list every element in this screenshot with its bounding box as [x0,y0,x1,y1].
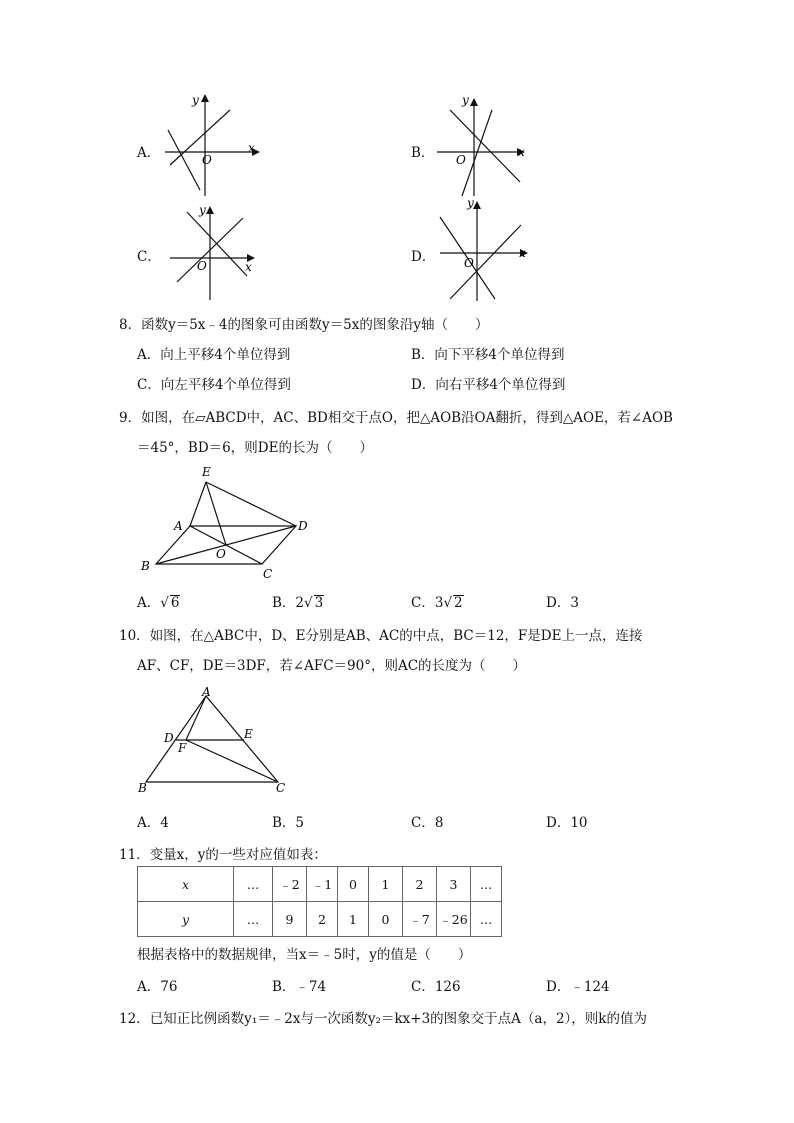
point-b-label: B [138,781,147,795]
point-d-label: D [298,519,308,533]
y-axis-label: y [462,93,469,107]
q10-option-a[interactable]: A．4 [137,815,169,831]
q11-text: 变量x，y的一些对应值如表： [149,847,327,863]
sqrt-icon: √ [304,595,313,611]
q9-text-1: 如图，在▱ABCD中，AC、BD相交于点O，把△AOB沿OA翻折，得到△AOE，若∠AOB [141,410,673,426]
q11-follow-text: 根据表格中的数据规律，当x＝﹣5时，y的值是（ ） [137,947,472,963]
q9-stem-line1 [119,406,673,426]
y-axis-label: y [199,203,206,217]
q8-option-a[interactable]: A．向上平移4个单位得到 [137,347,291,363]
q11-option-d[interactable]: D．﹣124 [546,979,610,995]
q9-option-b[interactable]: B．2√ 3 [272,595,324,611]
q7-graph-a [160,90,260,198]
q11-option-c[interactable]: C．126 [411,979,461,995]
q8-option-b[interactable]: B．向下平移4个单位得到 [411,347,565,363]
q8-text: 函数y＝5x﹣4的图象可由函数y＝5x的图象沿y轴（ ） [141,317,489,333]
q9-option-a[interactable]: A．√ 6 [137,595,180,611]
q11-stem [119,843,327,863]
point-f-label: F [178,741,187,755]
q10-option-b[interactable]: B．5 [272,815,305,831]
x-axis-label: x [518,145,525,159]
q10-option-d[interactable]: D．10 [546,815,588,831]
point-c-label: C [263,567,273,581]
table-row-x: x … ﹣2 ﹣1 0 1 2 3 … [138,867,502,902]
q11-value-table [137,866,502,937]
y-axis-label: y [192,93,199,107]
x-axis-label: x [519,246,526,260]
q12-text: 已知正比例函数y₁＝﹣2x与一次函数y₂＝kx+3的图象交于点A（a，2），则k的值为 [149,1011,647,1027]
q8-stem [119,313,488,333]
q7-graph-b [432,90,532,198]
q12-number: 12． [119,1011,150,1027]
q11-option-a[interactable]: A．76 [137,979,178,995]
point-e-label: E [244,727,253,741]
point-d-label: D [164,731,174,745]
q9-stem-line2: ＝45°，BD＝6，则DE的长为（ ） [137,440,373,456]
q9-figure [138,462,318,582]
point-b-label: B [141,559,150,573]
q8-option-c[interactable]: C．向左平移4个单位得到 [137,377,291,393]
q10-stem-line2: AF、CF，DE＝3DF，若∠AFC＝90°，则AC的长度为（ ） [137,658,527,674]
y-axis-label: y [467,196,474,210]
q9-option-c[interactable]: C．3√ 2 [411,595,463,611]
q11-option-b[interactable]: B．﹣74 [272,979,327,995]
q7-option-b-label[interactable]: B． [411,145,435,161]
q8-number: 8． [119,317,142,333]
point-e-label: E [202,465,211,479]
q10-option-c[interactable]: C．8 [411,815,444,831]
q7-option-c-label[interactable]: C． [137,249,161,265]
q12-stem [119,1007,647,1027]
q9-number: 9． [119,410,142,426]
origin-label: O [202,153,212,167]
point-a-label: A [202,685,211,699]
q10-figure [138,684,298,796]
q7-option-d-label[interactable]: D． [411,249,436,265]
origin-label: O [456,153,466,167]
point-o-label: O [216,547,226,561]
sqrt-icon: √ [160,595,169,611]
table-row-y: y … 9 2 1 0 ﹣7 ﹣26 … [138,902,502,937]
origin-label: O [197,259,207,273]
q10-number: 10． [119,628,150,644]
q9-option-d[interactable]: D．3 [546,595,579,611]
q7-graph-c [165,200,260,302]
sqrt-icon: √ [443,595,453,611]
point-a-label: A [174,519,183,533]
x-axis-label: x [245,260,252,274]
q10-text-1: 如图，在△ABC中，D、E分别是AB、AC的中点，BC＝12，F是DE上一点，连接 [149,628,643,644]
q11-number: 11． [119,847,150,863]
x-axis-label: x [248,141,255,155]
q7-option-a-label[interactable]: A． [137,145,161,161]
point-c-label: C [276,781,286,795]
q10-stem-line1 [119,624,642,644]
origin-label: O [464,256,474,270]
q8-option-d[interactable]: D．向右平移4个单位得到 [411,377,566,393]
q7-graph-d [435,195,535,303]
